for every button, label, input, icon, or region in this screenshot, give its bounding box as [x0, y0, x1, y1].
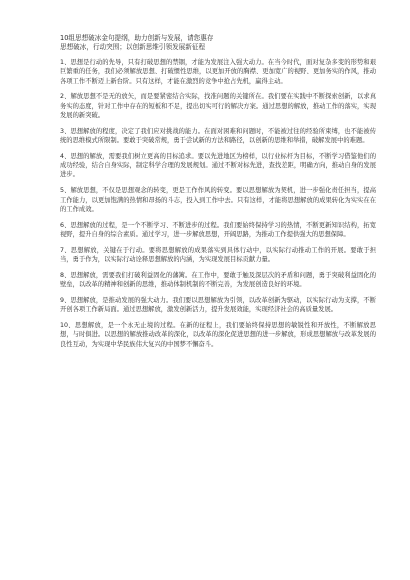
title-line-1: 10组思想破冰金句提纲，助力创新与发展，请您惠存 — [60, 34, 214, 42]
paragraph-1: 1、思想是行动的先导，只有打破思想的禁锢，才能为发展注入强大动力。在当今时代，面对复杂多变的形势和艰巨繁重的任务，我们必须解放思想、打破惯性思维，以更加开放的胸襟、更加宽广的视野、更加务实的作风，推动各项工作不断迈上新台阶。只有这样，才能在激烈的竞争中抢占先机，赢得主动。 — [60, 59, 376, 85]
paragraph-4: 4、思想的解放，需要我们树立更高的目标追求。要以先进地区为榜样，以行业标杆为目标，不断学习借鉴他们的成功经验，结合自身实际，制定科学合理的发展规划。通过不断对标先进，查找差距，明确方向，推动自身的发展进步。 — [60, 152, 376, 179]
paragraph-5: 5、解放思想，不仅是思想观念的转变，更是工作作风的转变。要以思想解放为契机，进一步强化责任担当，提高工作能力，以更加饱满的热情和昂扬的斗志，投入到工作中去。只有这样，才能将思想解放的成果转化为实实在在的工作成效。 — [60, 187, 376, 213]
document-title — [60, 34, 376, 52]
paragraph-3: 3、思想解放的程度，决定了我们应对挑战的能力。在面对困难和问题时，不能被过往的经验所束缚，也不能被传统的思维模式所限制。要敢于突破常规，勇于尝试新的方法和路径，以创新的思维和举措，破解发展中的难题。 — [60, 127, 376, 145]
paragraph-10: 10、思想解放，是一个永无止境的过程。在新的征程上，我们要始终保持思想的敏锐性和开放性，不断解放思想，与时俱进。以思想的解放推动改革的深化，以改革的深化促进思想的进一步解放，形成思想解放与改革发展的良性互动，为实现中华民族伟大复兴的中国梦不懈奋斗。 — [60, 322, 376, 348]
paragraph-8: 8、思想解放，需要我们打破利益固化的藩篱。在工作中，要敢于触及深层次的矛盾和问题，勇于突破利益固化的壁垒，以改革的精神和创新的思维，推动体制机制的不断完善，为发展创造良好的环境。 — [60, 271, 376, 289]
paragraph-7: 7、思想解放，关键在于行动。要将思想解放的成果落实到具体行动中，以实际行动推动工作的开展。要敢于担当，勇于作为，以实际行动诠释思想解放的内涵，为实现发展目标贡献力量。 — [60, 246, 376, 264]
paragraph-2: 2、解放思想不是无的放矢，而是要紧密结合实际，找准问题的关键所在。我们要在实践中不断探索创新，以求真务实的态度，针对工作中存在的短板和不足，提出切实可行的解决方案。通过思想的解放，推动工作的落实，实现发展的新突破。 — [60, 93, 376, 119]
title-line-2: 思想破冰，行动突围；以创新思维引领发展新征程 — [60, 43, 206, 51]
paragraph-9: 9、思想解放，是推动发展的强大动力。我们要以思想解放为引领，以改革创新为驱动，以实际行动为支撑，不断开创各项工作新局面。通过思想解放，激发创新活力，提升发展效能，实现经济社会的高质量发展。 — [60, 296, 376, 314]
paragraph-6: 6、思想解放的过程，是一个不断学习、不断进步的过程。我们要始终保持学习的热情，不断更新知识结构，拓宽视野，提升自身的综合素质。通过学习，进一步解放思想，开阔思路，为推动工作提供强大的思想保障。 — [60, 221, 376, 238]
